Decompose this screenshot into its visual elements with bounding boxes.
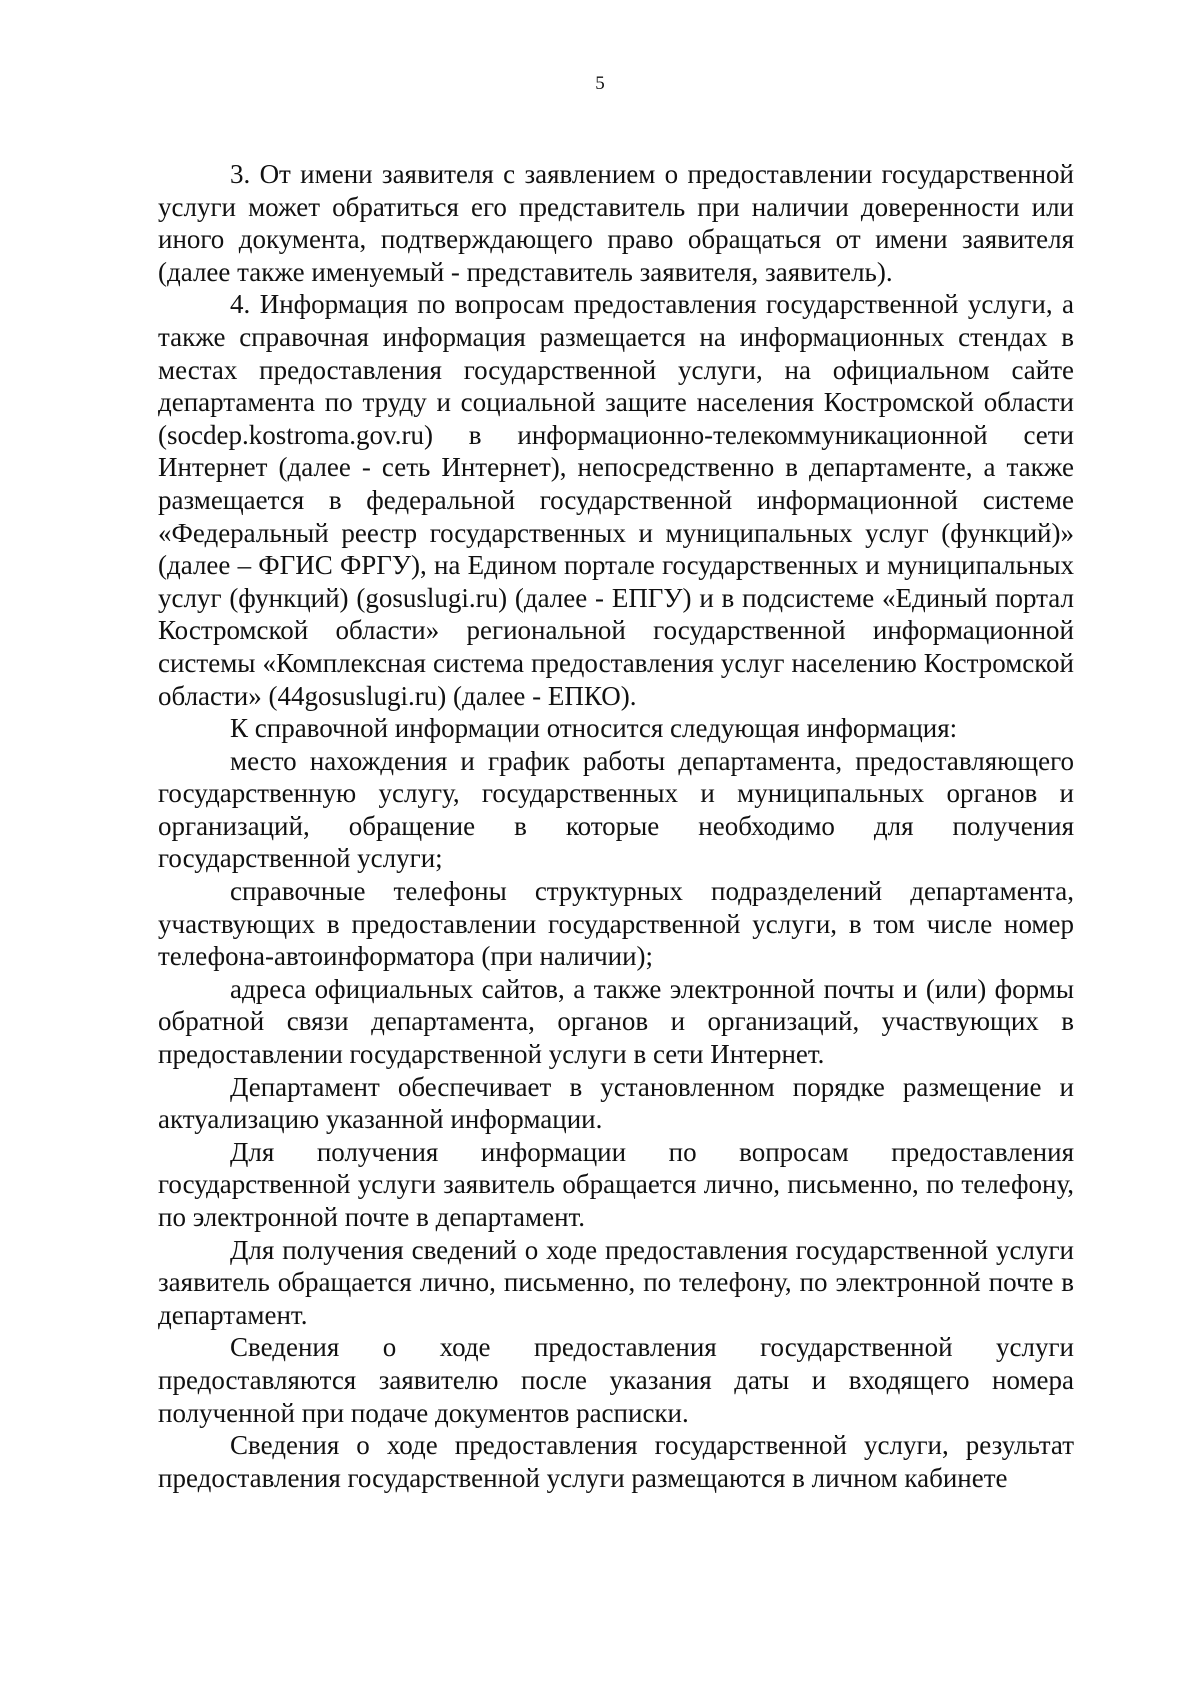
paragraph-reference-phones: справочные телефоны структурных подразделений департамента, участвующих в предоставлении государственной услуги, в том числе номер телефона-автоинформатора (при наличии); [158,876,1074,972]
document-body [158,158,1074,1494]
paragraph-progress-information: Для получения сведений о ходе предоставления государственной услуги заявитель обращается лично, письменно, по телефону, по электронной почте в департамент. [158,1234,1074,1330]
paragraph-obtaining-information: Для получения информации по вопросам предоставления государственной услуги заявитель обращается лично, письменно, по телефону, по электронной почте в департамент. [158,1136,1074,1232]
page-number: 5 [595,73,605,94]
paragraph-4-information-placement: 4. Информация по вопросам предоставления государственной услуги, а также справочная информация размещается на информационных стендах в местах предоставления государственной услуги, на официальном сайте департамента по труду и социальной защите населения Костромской области (socdep.kostroma.gov.ru) в информационно-телекоммуникационной сети Интернет (далее - сеть Интернет), непосредственно в департаменте, а также размещается в федеральной государственной информационной системе «Федеральный реестр государственных и муниципальных услуг (функций)» (далее – ФГИС ФРГУ), на Едином портале государственных и муниципальных услуг (функций) (gosuslugi.ru) (далее - ЕПГУ) и в подсистеме «Единый портал Костромской области» региональной государственной информационной системы «Комплексная система предоставления услуг населению Костромской области» (44gosuslugi.ru) (далее - ЕПКО). [158,289,1074,711]
paragraph-3-representative: 3. От имени заявителя с заявлением о предоставлении государственной услуги может обратиться его представитель при наличии доверенности или иного документа, подтверждающего право обращаться от имени заявителя (далее также именуемый - представитель заявителя, заявитель). [158,159,1074,287]
paragraph-progress-after-date: Сведения о ходе предоставления государственной услуги предоставляются заявителю после указания даты и входящего номера полученной при подаче документов расписки. [158,1332,1074,1428]
paragraph-result-personal-account: Сведения о ходе предоставления государственной услуги, результат предоставления государственной услуги размещаются в личном кабинете [158,1430,1074,1493]
paragraph-reference-info-intro: К справочной информации относится следующая информация: [230,713,958,744]
paragraph-websites-email: адреса официальных сайтов, а также электронной почты и (или) формы обратной связи департамента, органов и организаций, участвующих в предоставлении государственной услуги в сети Интернет. [158,973,1074,1070]
paragraph-location-schedule: место нахождения и график работы департамента, предоставляющего государственную услугу, государственных и муниципальных органов и организаций, обращение в которые необходимо для получения государственной услуги; [158,745,1074,874]
paragraph-department-ensures: Департамент обеспечивает в установленном порядке размещение и актуализацию указанной информации. [158,1071,1074,1135]
